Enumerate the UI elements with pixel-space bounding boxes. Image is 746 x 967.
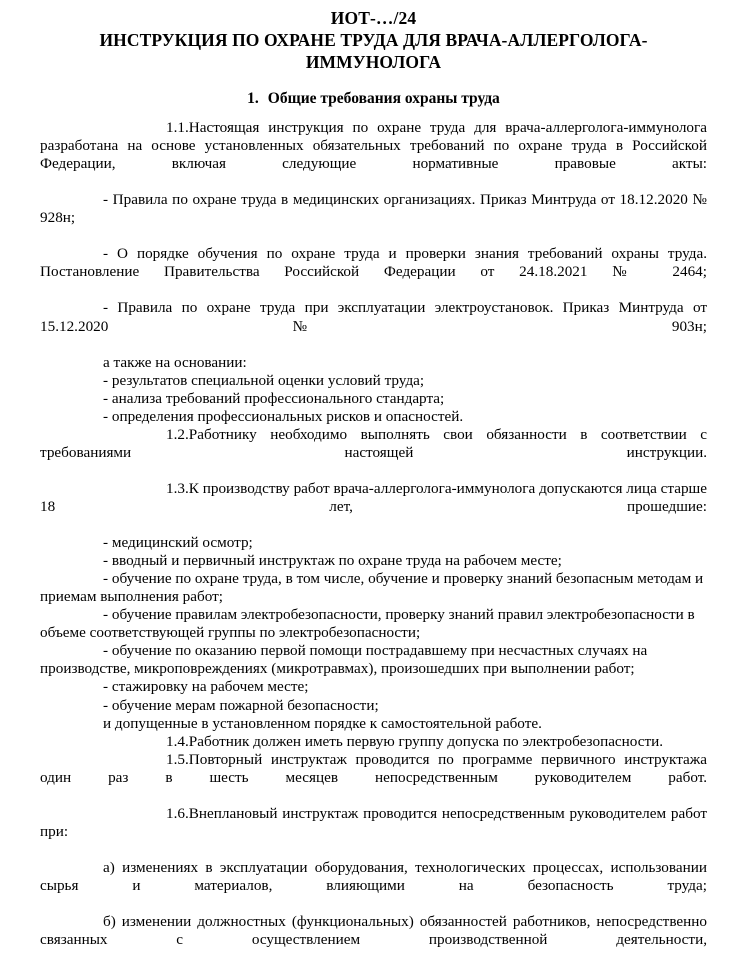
document-title xyxy=(40,7,707,73)
clause-number: 1.3. xyxy=(166,479,189,497)
clause-text: Повторный инструктаж проводится по программе первичного инструктажа один раз в шесть месяцев непосредственным руководителем работ. xyxy=(40,750,707,786)
list-item-3: - Правила по охране труда при эксплуатации электроустановок. Приказ Минтруда от 15.12.2020 № 903н; xyxy=(40,299,707,335)
document-title-line-1: ИОТ-…/24 xyxy=(330,8,417,28)
document-title-line-2: ИНСТРУКЦИЯ ПО ОХРАНЕ ТРУДА ДЛЯ ВРАЧА-АЛЛЕРГОЛОГА- xyxy=(99,30,648,50)
document-body xyxy=(40,119,707,967)
list-item-10: - обучение правилам электробезопасности, проверку знаний правил электробезопасности в объеме соответствующей группы по электробезопасности; xyxy=(40,606,695,642)
list-item-8: - вводный и первичный инструктаж по охране труда на рабочем месте; xyxy=(103,552,562,570)
lead-in-2: и допущенные в установленном порядке к самостоятельной работе. xyxy=(103,714,542,732)
document-title-line-3: ИММУНОЛОГА xyxy=(305,52,442,72)
clause-text: Настоящая инструкция по охране труда для врача-аллерголога-иммунолога разработана на основе установленных обязательных требований по охране труда в Российской Федерации, включая следующие нормативные правовые акты: xyxy=(40,119,707,173)
paragraph-1-6 xyxy=(40,805,707,859)
paragraph-1-3 xyxy=(40,480,707,534)
section-heading-text: Общие требования охраны труда xyxy=(267,90,500,107)
section-number: 1. xyxy=(247,90,259,107)
clause-number: 1.1. xyxy=(166,119,189,136)
clause-text: Работник должен иметь первую группу допуска по электробезопасности. xyxy=(188,732,664,750)
list-item-9: - обучение по охране труда, в том числе, обучение и проверку знаний безопасным методам и приемам выполнения работ; xyxy=(40,570,704,606)
clause-number: 1.4. xyxy=(166,732,189,750)
paragraph-1-1 xyxy=(40,119,707,191)
paragraph-1-5 xyxy=(40,751,707,805)
list-item-11: - обучение по оказанию первой помощи пострадавшему при несчастных случаях на производстве, микроповреждениях (микротравмах), произошедших при выполнении работ; xyxy=(40,642,648,678)
clause-text: Внеплановый инструктаж проводится непосредственным руководителем работ при: xyxy=(40,804,707,840)
list-item-b: б) изменении должностных (функциональных) обязанностей работников, непосредственно связанных с осуществлением производственной деятельности, xyxy=(40,913,707,949)
list-item-7: - медицинский осмотр; xyxy=(103,534,253,552)
paragraph-1-2 xyxy=(40,426,707,480)
clause-text: Работнику необходимо выполнять свои обязанности в соответствии с требованиями настоящей инструкции. xyxy=(40,425,707,461)
list-item-12: - стажировку на рабочем месте; xyxy=(103,678,309,696)
clause-number: 1.6. xyxy=(166,804,189,822)
list-item-1: - Правила по охране труда в медицинских организациях. Приказ Минтруда от 18.12.2020 № 928н; xyxy=(40,191,707,227)
clause-number: 1.5. xyxy=(166,750,189,768)
paragraph-1-4 xyxy=(40,733,707,751)
list-item-a: а) изменениях в эксплуатации оборудования, технологических процессах, использовании сырья и материалов, влияющими на безопасность труда; xyxy=(40,858,707,894)
list-item-4: - результатов специальной оценки условий труда; xyxy=(103,371,425,389)
clause-text: К производству работ врача-аллерголога-иммунолога допускаются лица старше 18 лет, прошедшие: xyxy=(40,479,707,515)
section-heading xyxy=(40,89,707,109)
list-item-2: - О порядке обучения по охране труда и проверки знания требований охраны труда. Постановление Правительства Российской Федерации от 24.18.2021 № 2464; xyxy=(40,245,707,281)
clause-number: 1.2. xyxy=(166,425,189,443)
list-item-13: - обучение мерам пожарной безопасности; xyxy=(103,696,379,714)
lead-in-1: а также на основании: xyxy=(103,353,247,371)
list-item-5: - анализа требований профессионального стандарта; xyxy=(103,389,445,407)
list-item-6: - определения профессиональных рисков и опасностей. xyxy=(103,407,464,425)
